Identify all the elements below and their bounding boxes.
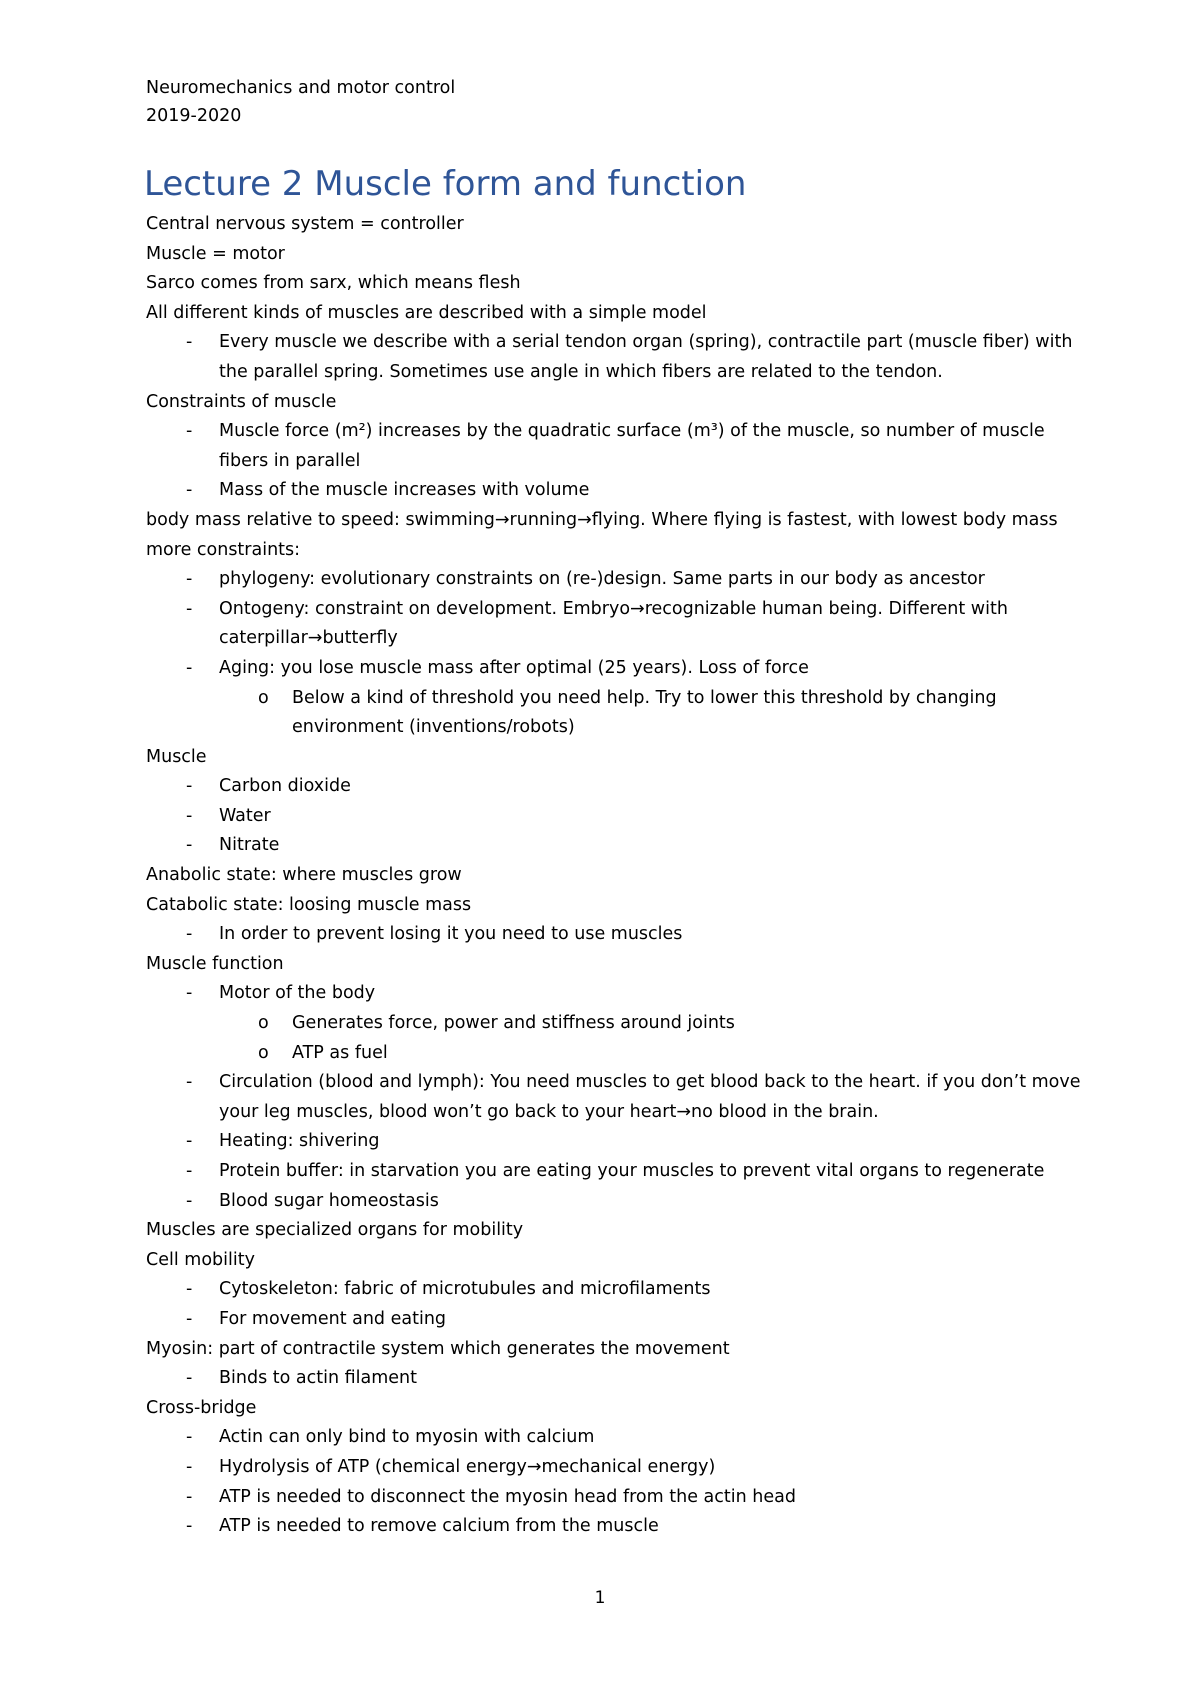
bullet-text: Muscle force (m²) increases by the quadratic surface (m³) of the muscle, so number of muscle fibers in parallel (219, 421, 1045, 471)
dash-bullet-marker: - (186, 1368, 193, 1389)
bullet-text: Actin can only bind to myosin with calcium (219, 1427, 595, 1448)
bullet-item (146, 1423, 1086, 1453)
dash-bullet-marker: - (186, 924, 193, 945)
dash-bullet-marker: - (186, 835, 193, 856)
dash-bullet-marker: - (186, 1131, 193, 1152)
bullet-text: Hydrolysis of ATP (chemical energy→mechanical energy) (219, 1456, 716, 1477)
bullet-text: Every muscle we describe with a serial tendon organ (spring), contractile part (muscle fiber) with the parallel spring. Sometimes use angle in which fibers are related to the tendon. (219, 332, 1073, 382)
dash-bullet-marker: - (186, 1161, 193, 1181)
dash-bullet-marker: - (186, 1427, 193, 1448)
bullet-item (146, 1068, 1086, 1127)
bullet-item (146, 772, 1086, 802)
note-line: Cross-bridge (146, 1397, 257, 1418)
dash-bullet-marker: - (186, 657, 193, 678)
bullet-item (146, 1364, 1086, 1394)
dash-bullet-marker: - (186, 1516, 193, 1537)
bullet-item (146, 595, 1086, 654)
bullet-item (146, 802, 1086, 832)
note-line: Constraints of muscle (146, 391, 337, 412)
dash-bullet-marker: - (186, 983, 193, 1004)
bullet-text: Nitrate (219, 835, 280, 856)
dash-bullet-marker: - (186, 1308, 193, 1329)
bullet-item (146, 831, 1086, 861)
note-line: Central nervous system = controller (146, 214, 464, 234)
dash-bullet-marker: - (186, 1072, 193, 1093)
academic-year: 2019-2020 (146, 106, 242, 126)
bullet-text: Generates force, power and stiffness around joints (292, 1013, 735, 1034)
dash-bullet-marker: - (186, 776, 193, 797)
note-line: Muscles are specialized organs for mobility (146, 1220, 524, 1241)
bullet-item (146, 1305, 1086, 1335)
bullet-item (146, 920, 1086, 950)
circle-bullet-marker: o (258, 1013, 269, 1034)
sub-bullet-item (146, 1009, 1086, 1039)
bullet-item (146, 476, 1086, 506)
bullet-text: For movement and eating (219, 1308, 447, 1329)
document-header (146, 74, 455, 130)
circle-bullet-marker: o (258, 687, 269, 708)
bullet-text: Water (219, 805, 271, 826)
note-line: All different kinds of muscles are described with a simple model (146, 302, 707, 323)
bullet-text: ATP as fuel (292, 1042, 388, 1063)
sub-bullet-item (146, 1039, 1086, 1069)
circle-bullet-marker: o (258, 1042, 269, 1063)
note-line: body mass relative to speed: swimming→running→flying. Where flying is fastest, with lowest body mass (146, 509, 1058, 530)
note-line: more constraints: (146, 539, 301, 560)
bullet-text: Protein buffer: in starvation you are eating your muscles to prevent vital organs to regenerate (219, 1161, 1045, 1181)
note-line: Myosin: part of contractile system which generates the movement (146, 1338, 730, 1359)
bullet-item (146, 1127, 1086, 1157)
bullet-item (146, 1187, 1086, 1217)
bullet-text: Ontogeny: constraint on development. Embryo→recognizable human being. Different with caterpillar→butterfly (219, 598, 1008, 649)
bullet-item (146, 1275, 1086, 1305)
bullet-text: Carbon dioxide (219, 776, 351, 797)
bullet-text: Cytoskeleton: fabric of microtubules and microfilaments (219, 1279, 711, 1300)
bullet-item (146, 654, 1086, 684)
bullet-text: Blood sugar homeostasis (219, 1190, 439, 1211)
dash-bullet-marker: - (186, 1456, 193, 1477)
bullet-text: Binds to actin filament (219, 1368, 417, 1389)
dash-bullet-marker: - (186, 332, 193, 353)
bullet-text: Motor of the body (219, 983, 376, 1004)
bullet-text: ATP is needed to disconnect the myosin head from the actin head (219, 1486, 796, 1507)
bullet-item (146, 328, 1086, 387)
note-line: Sarco comes from sarx, which means flesh (146, 273, 521, 294)
bullet-text: Aging: you lose muscle mass after optimal (25 years). Loss of force (219, 657, 809, 678)
dash-bullet-marker: - (186, 1190, 193, 1211)
bullet-text: Heating: shivering (219, 1131, 380, 1152)
dash-bullet-marker: - (186, 480, 193, 501)
course-name: Neuromechanics and motor control (146, 78, 456, 98)
bullet-item (146, 1483, 1086, 1513)
note-line: Catabolic state: loosing muscle mass (146, 894, 472, 915)
bullet-item (146, 565, 1086, 595)
bullet-text: Mass of the muscle increases with volume (219, 480, 590, 501)
sub-bullet-item (146, 684, 1086, 743)
bullet-item (146, 1453, 1086, 1483)
note-line: Muscle function (146, 953, 284, 974)
note-line: Muscle = motor (146, 243, 285, 264)
bullet-text: Below a kind of threshold you need help. Try to lower this threshold by changing environment (inventions/robots) (292, 687, 997, 738)
bullet-item (146, 1157, 1086, 1187)
dash-bullet-marker: - (186, 569, 193, 590)
note-line: Muscle (146, 746, 207, 767)
dash-bullet-marker: - (186, 1279, 193, 1300)
page-number: 1 (594, 1588, 606, 1608)
bullet-text: In order to prevent losing it you need to use muscles (219, 924, 683, 945)
dash-bullet-marker: - (186, 598, 193, 619)
bullet-text: ATP is needed to remove calcium from the muscle (219, 1516, 659, 1537)
bullet-item (146, 417, 1086, 476)
note-line: Anabolic state: where muscles grow (146, 865, 462, 886)
dash-bullet-marker: - (186, 1486, 193, 1507)
bullet-text: Circulation (blood and lymph): You need muscles to get blood back to the heart. if you don’t move your leg muscles, blood won’t go back to your heart→no blood in the brain. (219, 1072, 1081, 1122)
lecture-notes (146, 210, 1086, 1542)
note-line: Cell mobility (146, 1249, 255, 1270)
bullet-item (146, 979, 1086, 1009)
bullet-item (146, 1512, 1086, 1542)
dash-bullet-marker: - (186, 805, 193, 826)
bullet-text: phylogeny: evolutionary constraints on (re-)design. Same parts in our body as ancestor (219, 569, 985, 590)
dash-bullet-marker: - (186, 421, 193, 442)
lecture-title: Lecture 2 Muscle form and function (144, 164, 747, 204)
